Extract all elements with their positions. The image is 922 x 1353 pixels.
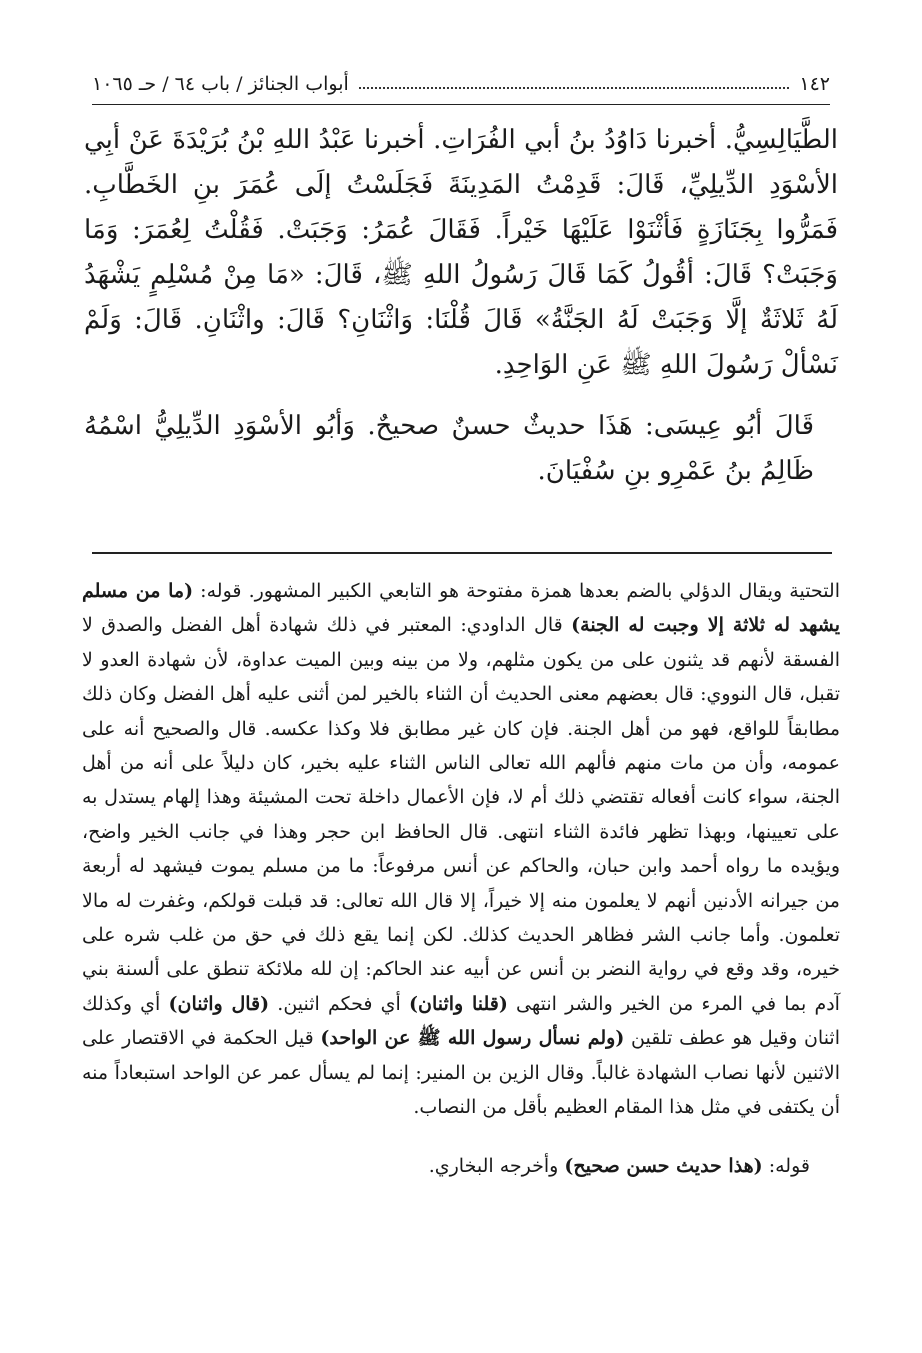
hadith-text: الطَّيَالِسِيُّ. أخبرنا دَاوُدُ بنُ أبي الفُرَاتِ. أخبرنا عَبْدُ اللهِ بْنُ بُرَيْدَةَ عَنْ أبِي الأسْوَدِ الدِّيلِيِّ، قَالَ: قَدِمْتُ المَدِينَةَ فَجَلَسْتُ إلَى عُمَرَ بنِ الخَطَّابِ. فَمَرُّوا بِجَنَازَةٍ فَأثْنَوْا عَلَيْهَا خَيْراً. فَقَالَ عُمَرُ: وَجَبَتْ. فَقُلْتُ لِعُمَرَ: وَمَا وَجَبَتْ؟ قَالَ: أقُولُ كَمَا قَالَ رَسُولُ اللهِ ﷺ، قَالَ: «مَا مِنْ مُسْلِمٍ يَشْهَدُ لَهُ ثَلاثَةٌ إلَّا وَجَبَتْ لَهُ الجَنَّةُ» قَالَ قُلْنَا: وَاثْنَانِ؟ قَالَ: واثْنَانِ. قَالَ: وَلَمْ نَسْألْ رَسُولَ اللهِ ﷺ عَنِ الوَاحِدِ. xyxy=(84,125,838,380)
footnote-separator xyxy=(92,552,832,554)
footnote-text: قوله: xyxy=(762,1154,810,1177)
footnote-text: أي فحكم اثنين. xyxy=(269,992,409,1015)
header-rule xyxy=(92,104,830,105)
footnote-text: قيل الحكمة في الاقتصار على الاثنين لأنها نصاب الشهادة غالباً. وقال الزين بن المنير: إنما لم يسأل عمر عن الواحد استبعاداً منه أن يكتفى في مثل هذا المقام العظيم بأقل من النصاب. xyxy=(82,1027,840,1119)
hadith-body xyxy=(84,118,838,494)
footnote-text: وأخرجه البخاري. xyxy=(428,1154,565,1177)
page-number: ١٤٢ xyxy=(799,73,830,95)
footnote-paragraph xyxy=(82,1149,840,1183)
footnote-text: التحتية ويقال الدؤلي بالضم بعدها همزة مفتوحة هو التابعي الكبير المشهور. قوله: xyxy=(193,580,840,602)
footnote-text: قال الداودي: المعتبر في ذلك شهادة أهل الفضل والصدق لا الفسقة لأنهم قد يثنون على من يكون مثلهم، ولا من بينه وبين الميت عداوة، لأن شهادة العدو لا تقبل، قال النووي: قال بعضهم معنى الحديث أن الثناء بالخير لمن أثنى عليه أهل الفضل وكان ذلك مطابقاً للواقع، فهو من أهل الجنة. فإن كان غير مطابق فلا وكذا عكسه. قال والصحيح أنه على عمومه، وأن من مات منهم فألهم الله تعالى الناس الثناء عليه بخير، كان دليلاً على أنه من أهل الجنة، سواء كانت أفعاله تقتضي ذلك أم لا، فإن الأعمال داخلة تحت المشيئة وهذا إلهام يستدل به على تعيينها، وبهذا تظهر فائدة الثناء انتهى. قال الحافظ ابن حجر وهذا في جانب الخير واضح، ويؤيده ما رواه أحمد وابن حبان، والحاكم عن أنس مرفوعاً: ما من مسلم يموت فيشهد له أربعة من جيرانه الأدنين أنهم لا يعلمون منه إلا خيراً، إلا قال الله تعالى: قد قبلت قولكم، وغفرت له مالا تعلمون. وأما جانب الشر فظاهر الحديث كذلك. لكن إنما يقع ذلك في حق من غلب شره على خيره، وقد وقع في رواية النضر بن أنس عن أبيه عند الحاكم: إن لله ملائكة تنطق على ألسنة بني آدم بما في المرء من الخير والشر انتهى xyxy=(82,614,840,1015)
footnote-paragraph xyxy=(82,574,840,1125)
footnote-quote: (ما من مسلم يشهد له ثلاثة إلا وجبت له الجنة) xyxy=(82,580,840,637)
hadith-commentary: قَالَ أبُو عِيسَى: هَذَا حديثٌ حسنٌ صحيحٌ. وَأبُو الأسْوَدِ الدِّيلِيُّ اسْمُهُ ظَالِمُ بنُ عَمْرِو بنِ سُفْيَانَ. xyxy=(84,411,814,486)
header-dot-leader xyxy=(359,87,790,89)
footnote-quote: (ولم نسأل رسول الله ﷺ عن الواحد) xyxy=(320,1027,625,1050)
footnote-quote: (قال واثنان) xyxy=(168,992,270,1015)
footnote-quote: (قلنا واثنان) xyxy=(409,992,508,1015)
footnote-text: أي وكذلك اثنان وقيل هو عطف تلقين xyxy=(82,992,840,1050)
footnotes xyxy=(82,574,840,1183)
footnote-quote: (هذا حديث حسن صحيح) xyxy=(564,1154,763,1177)
running-header xyxy=(92,66,830,102)
header-title: أبواب الجنائز / باب ٦٤ / حـ ١٠٦٥ xyxy=(92,73,349,95)
